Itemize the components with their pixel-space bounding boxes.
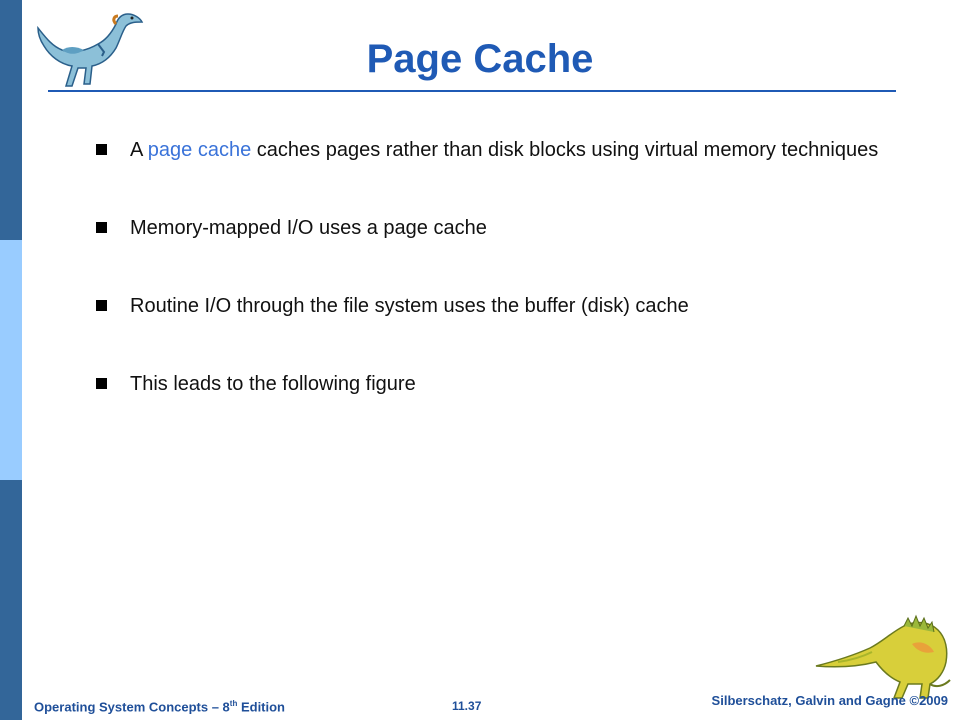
title-divider bbox=[48, 90, 896, 92]
bullet-highlight-term: page cache bbox=[147, 139, 252, 161]
square-bullet-icon bbox=[96, 300, 107, 311]
bullet-text-suffix: caches pages rather than disk blocks using virtual memory techniques bbox=[251, 139, 879, 161]
footer-page-number: 11.37 bbox=[452, 699, 482, 713]
bullet-item bbox=[96, 292, 916, 320]
page-title: Page Cache bbox=[366, 37, 594, 81]
footer-copyright: Silberschatz, Galvin and Gagne ©2009 bbox=[711, 693, 948, 708]
sidebar-band-bottom bbox=[0, 480, 22, 720]
footer-book-title: Operating System Concepts – 8th Edition bbox=[34, 699, 286, 715]
bullet-text: This leads to the following figure bbox=[130, 373, 416, 395]
square-bullet-icon bbox=[96, 378, 107, 389]
bullet-item bbox=[96, 136, 916, 164]
bullet-item bbox=[96, 214, 916, 242]
bullet-list bbox=[96, 136, 916, 398]
sidebar-band-middle bbox=[0, 240, 22, 480]
bullet-text: Routine I/O through the file system uses the buffer (disk) cache bbox=[130, 295, 689, 317]
square-bullet-icon bbox=[96, 222, 107, 233]
square-bullet-icon bbox=[96, 144, 107, 155]
dinosaur-logo-icon bbox=[812, 604, 958, 700]
bullet-text: Memory-mapped I/O uses a page cache bbox=[130, 217, 487, 239]
bullet-item bbox=[96, 370, 916, 398]
bullet-text-prefix: A bbox=[130, 139, 148, 161]
